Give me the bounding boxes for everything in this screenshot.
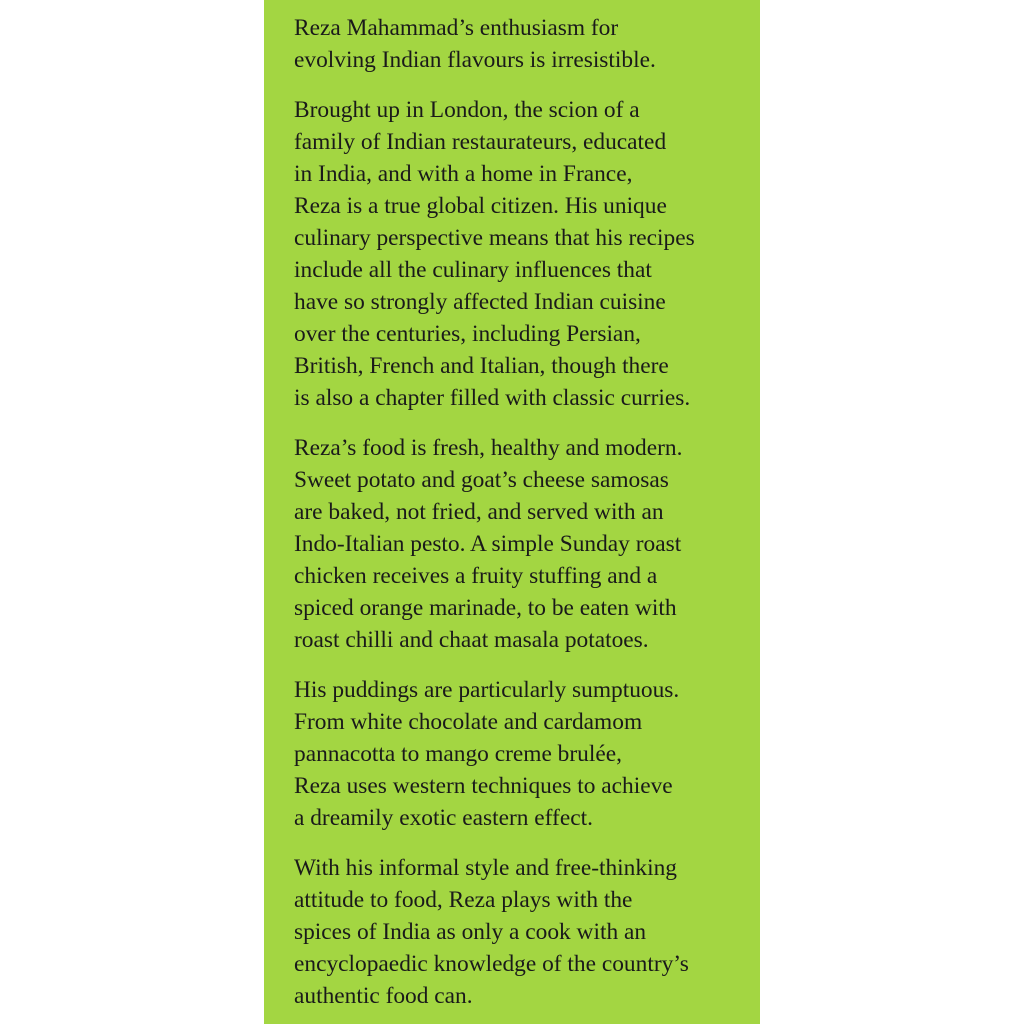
text-line: are baked, not fried, and served with an [294,499,664,525]
text-line: From white chocolate and cardamom [294,709,643,735]
book-back-cover-panel [264,0,760,1024]
text-line: spices of India as only a cook with an [294,919,647,945]
text-line: over the centuries, including Persian, [294,321,641,347]
paragraph-style [294,852,760,1012]
text-line: spiced orange marinade, to be eaten with [294,595,677,621]
paragraph-biography [294,94,760,414]
text-line: in India, and with a home in France, [294,161,633,187]
text-line: Indo-Italian pesto. A simple Sunday roast [294,531,682,557]
text-line: Reza is a true global citizen. His unique [294,193,667,219]
text-line: attitude to food, Reza plays with the [294,887,633,913]
text-line: culinary perspective means that his recipes [294,225,695,251]
paragraph-intro [294,12,760,76]
text-line: is also a chapter filled with classic curries. [294,385,691,411]
text-line: have so strongly affected Indian cuisine [294,289,666,315]
text-line: Brought up in London, the scion of a [294,97,640,123]
text-line: evolving Indian flavours is irresistible. [294,47,656,73]
text-line: encyclopaedic knowledge of the country’s [294,951,689,977]
text-line: Sweet potato and goat’s cheese samosas [294,467,669,493]
paragraph-food [294,432,760,656]
text-line: pannacotta to mango creme brulée, [294,741,622,767]
paragraph-puddings [294,674,760,834]
text-line: Reza’s food is fresh, healthy and modern. [294,435,683,461]
text-line: His puddings are particularly sumptuous. [294,677,680,703]
text-line: include all the culinary influences that [294,257,652,283]
text-line: British, French and Italian, though there [294,353,669,379]
text-line: family of Indian restaurateurs, educated [294,129,667,155]
text-line: authentic food can. [294,983,473,1009]
text-line: a dreamily exotic eastern effect. [294,805,593,831]
text-line: chicken receives a fruity stuffing and a [294,563,658,589]
text-line: roast chilli and chaat masala potatoes. [294,627,649,653]
text-line: Reza uses western techniques to achieve [294,773,673,799]
text-line: With his informal style and free-thinking [294,855,677,881]
text-line: Reza Mahammad’s enthusiasm for [294,15,619,41]
